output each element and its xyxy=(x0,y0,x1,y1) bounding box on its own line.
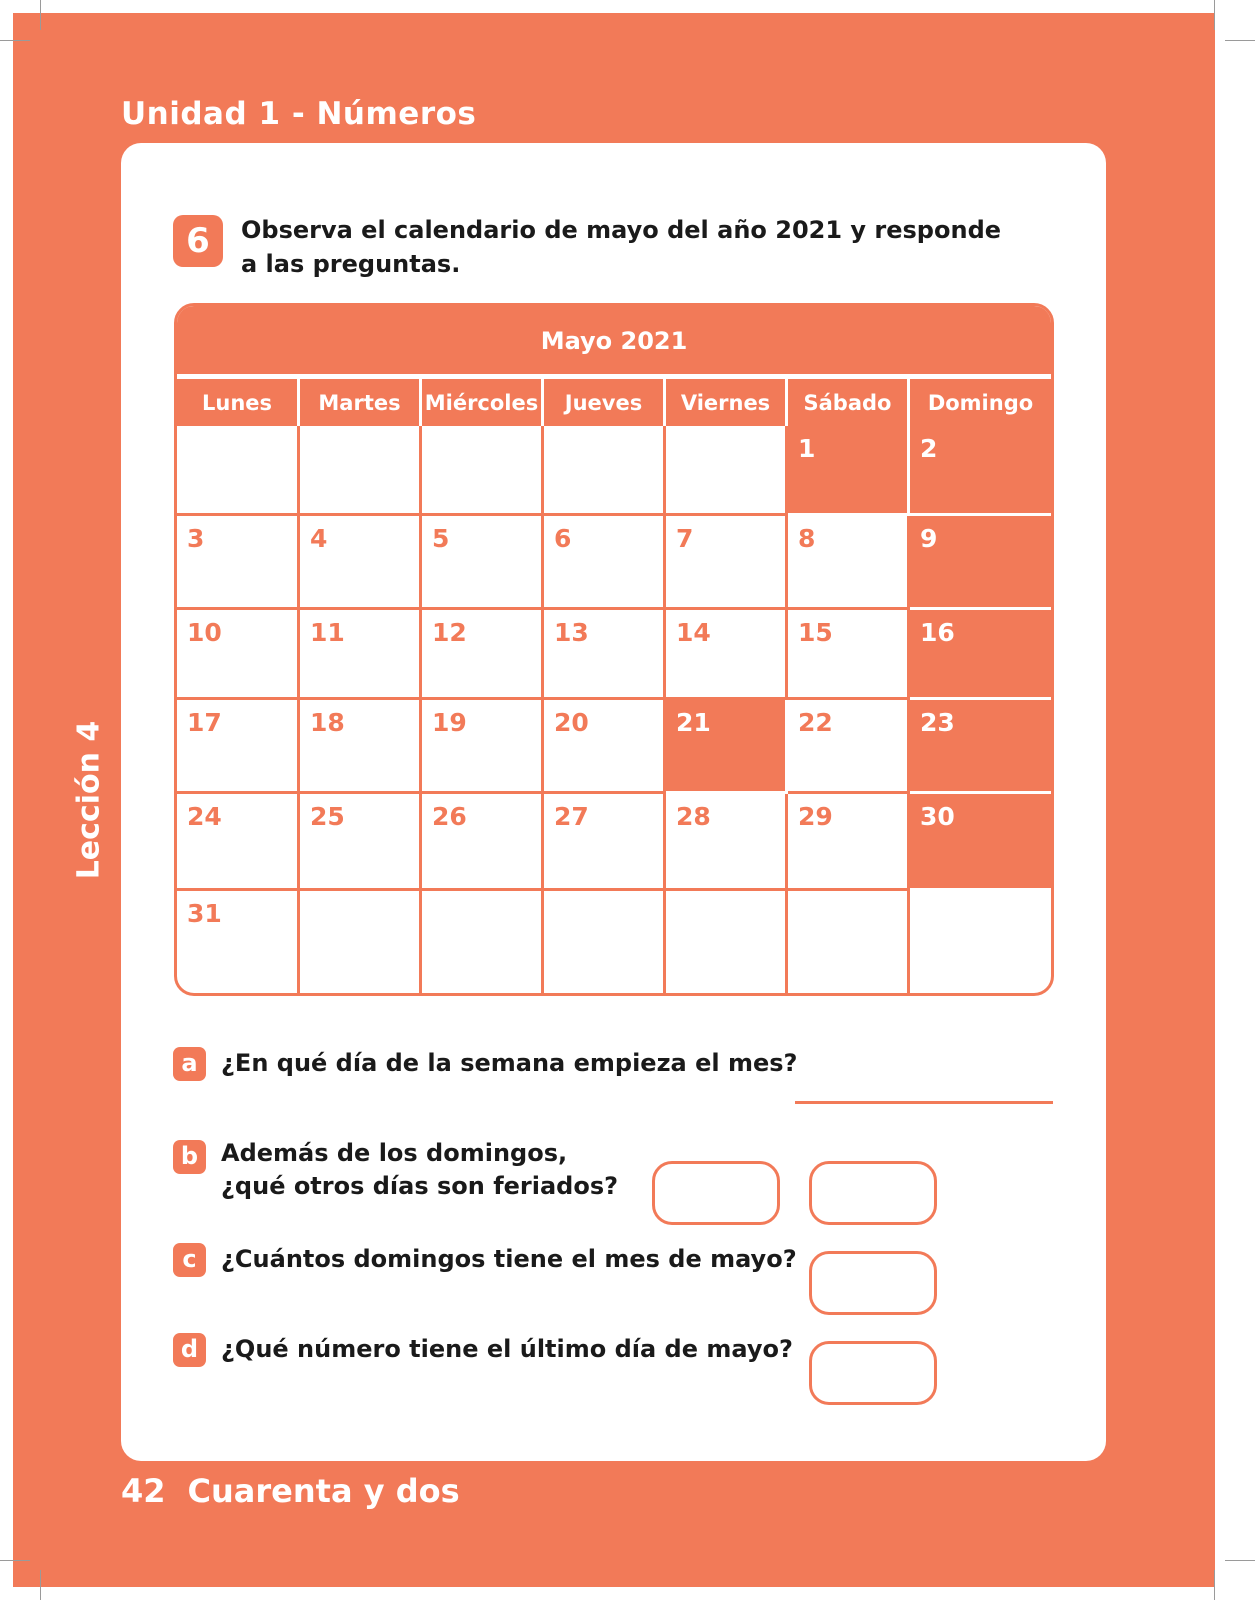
calendar-day-cell: 24 xyxy=(177,794,300,891)
calendar xyxy=(174,303,1054,996)
lesson-label: Lección 4 xyxy=(71,720,107,880)
day-header: Miércoles xyxy=(422,379,544,426)
question-b-line: ¿qué otros días son feriados? xyxy=(221,1172,619,1200)
answer-box-d[interactable] xyxy=(809,1341,937,1405)
question-a-text: ¿En qué día de la semana empieza el mes? xyxy=(221,1049,798,1077)
calendar-day-cell: 17 xyxy=(177,700,300,794)
calendar-empty-cell xyxy=(666,426,788,516)
day-header: Viernes xyxy=(666,379,788,426)
calendar-day-cell: 14 xyxy=(666,610,788,700)
calendar-day-cell: 28 xyxy=(666,794,788,891)
calendar-day-cell: 7 xyxy=(666,516,788,610)
calendar-day-cell: 31 xyxy=(177,891,300,993)
calendar-empty-cell xyxy=(422,426,544,516)
crop-mark xyxy=(1214,1570,1215,1600)
day-header: Lunes xyxy=(177,379,300,426)
calendar-empty-cell xyxy=(666,891,788,993)
calendar-day-cell: 19 xyxy=(422,700,544,794)
question-c-text: ¿Cuántos domingos tiene el mes de mayo? xyxy=(221,1245,797,1273)
exercise-instruction xyxy=(241,213,1021,281)
exercise-card xyxy=(121,143,1106,1461)
crop-mark xyxy=(40,0,41,30)
calendar-day-cell: 16 xyxy=(910,610,1051,700)
exercise-number-badge: 6 xyxy=(173,215,223,267)
calendar-day-cell: 4 xyxy=(300,516,422,610)
question-d-text: ¿Qué número tiene el último día de mayo? xyxy=(221,1335,793,1363)
calendar-day-cell: 23 xyxy=(910,700,1051,794)
calendar-day-cell: 1 xyxy=(788,426,910,516)
calendar-empty-cell xyxy=(422,891,544,993)
answer-box-b2[interactable] xyxy=(809,1161,937,1225)
calendar-day-cell: 10 xyxy=(177,610,300,700)
question-b-line: Además de los domingos, xyxy=(221,1139,568,1167)
calendar-empty-cell xyxy=(544,891,666,993)
crop-mark xyxy=(1214,0,1215,30)
calendar-day-cell: 30 xyxy=(910,794,1051,891)
page-number-words: Cuarenta y dos xyxy=(187,1472,460,1510)
answer-box-c[interactable] xyxy=(809,1251,937,1315)
instruction-line: a las preguntas. xyxy=(241,250,461,278)
instruction-line: Observa el calendario de mayo del año 2021 y responde xyxy=(241,216,1002,244)
calendar-day-cell: 3 xyxy=(177,516,300,610)
question-d-badge: d xyxy=(173,1333,206,1367)
answer-line-a[interactable] xyxy=(795,1101,1053,1104)
calendar-day-cell: 20 xyxy=(544,700,666,794)
question-b-badge: b xyxy=(173,1140,206,1174)
calendar-day-cell: 12 xyxy=(422,610,544,700)
calendar-day-cell: 27 xyxy=(544,794,666,891)
calendar-day-cell: 15 xyxy=(788,610,910,700)
calendar-day-cell: 6 xyxy=(544,516,666,610)
calendar-day-cell: 13 xyxy=(544,610,666,700)
calendar-day-cell: 22 xyxy=(788,700,910,794)
question-c-badge: c xyxy=(173,1243,206,1277)
calendar-day-cell: 18 xyxy=(300,700,422,794)
calendar-day-cell: 21 xyxy=(666,700,788,794)
calendar-empty-cell xyxy=(300,891,422,993)
calendar-day-cell: 8 xyxy=(788,516,910,610)
calendar-day-cell: 9 xyxy=(910,516,1051,610)
calendar-empty-cell xyxy=(788,891,910,993)
answer-box-b1[interactable] xyxy=(652,1161,780,1225)
day-header: Domingo xyxy=(910,379,1051,426)
calendar-day-cell: 29 xyxy=(788,794,910,891)
crop-mark xyxy=(0,40,30,41)
day-header: Martes xyxy=(300,379,422,426)
calendar-title: Mayo 2021 xyxy=(177,306,1051,376)
calendar-empty-cell xyxy=(910,891,1051,993)
calendar-day-cell: 2 xyxy=(910,426,1051,516)
question-b-text xyxy=(221,1137,618,1203)
calendar-empty-cell xyxy=(300,426,422,516)
calendar-day-cell: 26 xyxy=(422,794,544,891)
crop-mark xyxy=(1225,1560,1255,1561)
calendar-divider xyxy=(177,374,1051,377)
question-a-badge: a xyxy=(173,1047,206,1081)
crop-mark xyxy=(1225,40,1255,41)
crop-mark xyxy=(0,1560,30,1561)
calendar-day-cell: 11 xyxy=(300,610,422,700)
calendar-day-cell: 5 xyxy=(422,516,544,610)
calendar-day-cell: 25 xyxy=(300,794,422,891)
page-number: 42 xyxy=(121,1472,166,1510)
day-header: Sábado xyxy=(788,379,910,426)
unit-title: Unidad 1 - Números xyxy=(121,96,477,132)
calendar-empty-cell xyxy=(177,426,300,516)
calendar-empty-cell xyxy=(544,426,666,516)
crop-mark xyxy=(40,1570,41,1600)
day-header: Jueves xyxy=(544,379,666,426)
page-footer xyxy=(121,1472,460,1510)
